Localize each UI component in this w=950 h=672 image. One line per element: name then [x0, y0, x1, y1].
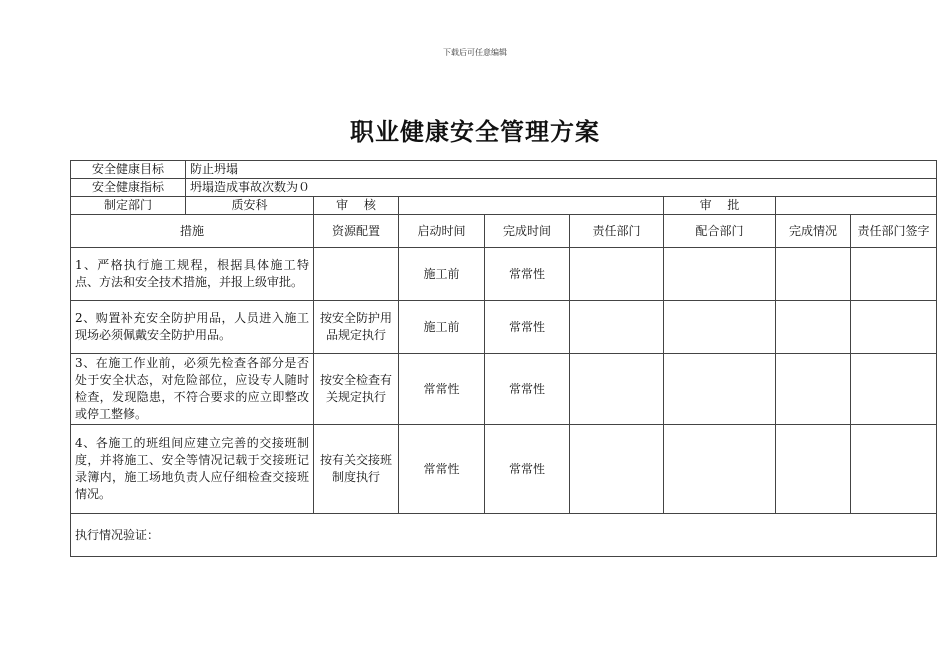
signature-cell: [851, 354, 937, 425]
verification-row: [71, 514, 937, 557]
status-cell: [776, 425, 851, 514]
col-measures: 措施: [71, 215, 314, 248]
indicator-value: 坍塌造成事故次数为０: [186, 179, 937, 197]
management-plan-table: [70, 160, 937, 557]
status-cell: [776, 248, 851, 301]
finish-cell: 常常性: [485, 354, 570, 425]
cooperate-cell: [664, 301, 776, 354]
responsible-cell: [570, 301, 664, 354]
status-cell: [776, 301, 851, 354]
page-title: 职业健康安全管理方案: [350, 118, 600, 146]
resource-cell: 按安全检查有关规定执行: [314, 354, 399, 425]
col-cooperate: 配合部门: [664, 215, 776, 248]
finish-cell: 常常性: [485, 248, 570, 301]
goal-value: 防止坍塌: [186, 161, 937, 179]
indicator-label: 安全健康指标: [71, 179, 186, 197]
cooperate-cell: [664, 248, 776, 301]
goal-row: [71, 161, 937, 179]
dept-value: 质安科: [186, 197, 314, 215]
col-status: 完成情况: [776, 215, 851, 248]
measure-cell: 3、在施工作业前，必须先检查各部分是否处于安全状态，对危险部位，应设专人随时检查，发现隐患，不符合要求的应立即整改或停工整修。: [71, 354, 314, 425]
col-signature: 责任部门签字: [851, 215, 937, 248]
measure-cell: 1、严格执行施工规程，根据具体施工特点、方法和安全技术措施，并报上级审批。: [71, 248, 314, 301]
measure-cell: 4、各施工的班组间应建立完善的交接班制度，并将施工、安全等情况记载于交接班记录簿内，施工场地负责人应仔细检查交接班情况。: [71, 425, 314, 514]
col-resources: 资源配置: [314, 215, 399, 248]
responsible-cell: [570, 425, 664, 514]
resource-cell: 按安全防护用品规定执行: [314, 301, 399, 354]
start-cell: 施工前: [399, 301, 485, 354]
cooperate-cell: [664, 425, 776, 514]
approve-label: 审 批: [664, 197, 776, 215]
start-cell: 常常性: [399, 354, 485, 425]
department-row: [71, 197, 937, 215]
indicator-row: [71, 179, 937, 197]
column-header-row: [71, 215, 937, 248]
goal-label: 安全健康目标: [71, 161, 186, 179]
header-note: 下载后可任意编辑: [443, 48, 507, 57]
table-row: [71, 248, 937, 301]
finish-cell: 常常性: [485, 425, 570, 514]
start-cell: 常常性: [399, 425, 485, 514]
col-responsible: 责任部门: [570, 215, 664, 248]
col-start: 启动时间: [399, 215, 485, 248]
table-row: [71, 425, 937, 514]
dept-label: 制定部门: [71, 197, 186, 215]
resource-cell: 按有关交接班制度执行: [314, 425, 399, 514]
review-label: 审 核: [314, 197, 399, 215]
resource-cell: [314, 248, 399, 301]
signature-cell: [851, 301, 937, 354]
measure-cell: 2、购置补充安全防护用品，人员进入施工现场必须佩戴安全防护用品。: [71, 301, 314, 354]
cooperate-cell: [664, 354, 776, 425]
review-value: [399, 197, 664, 215]
responsible-cell: [570, 248, 664, 301]
approve-value: [776, 197, 937, 215]
col-finish: 完成时间: [485, 215, 570, 248]
verification-label: 执行情况验证：: [71, 514, 937, 557]
table-row: [71, 301, 937, 354]
responsible-cell: [570, 354, 664, 425]
start-cell: 施工前: [399, 248, 485, 301]
signature-cell: [851, 425, 937, 514]
table-row: [71, 354, 937, 425]
finish-cell: 常常性: [485, 301, 570, 354]
status-cell: [776, 354, 851, 425]
signature-cell: [851, 248, 937, 301]
